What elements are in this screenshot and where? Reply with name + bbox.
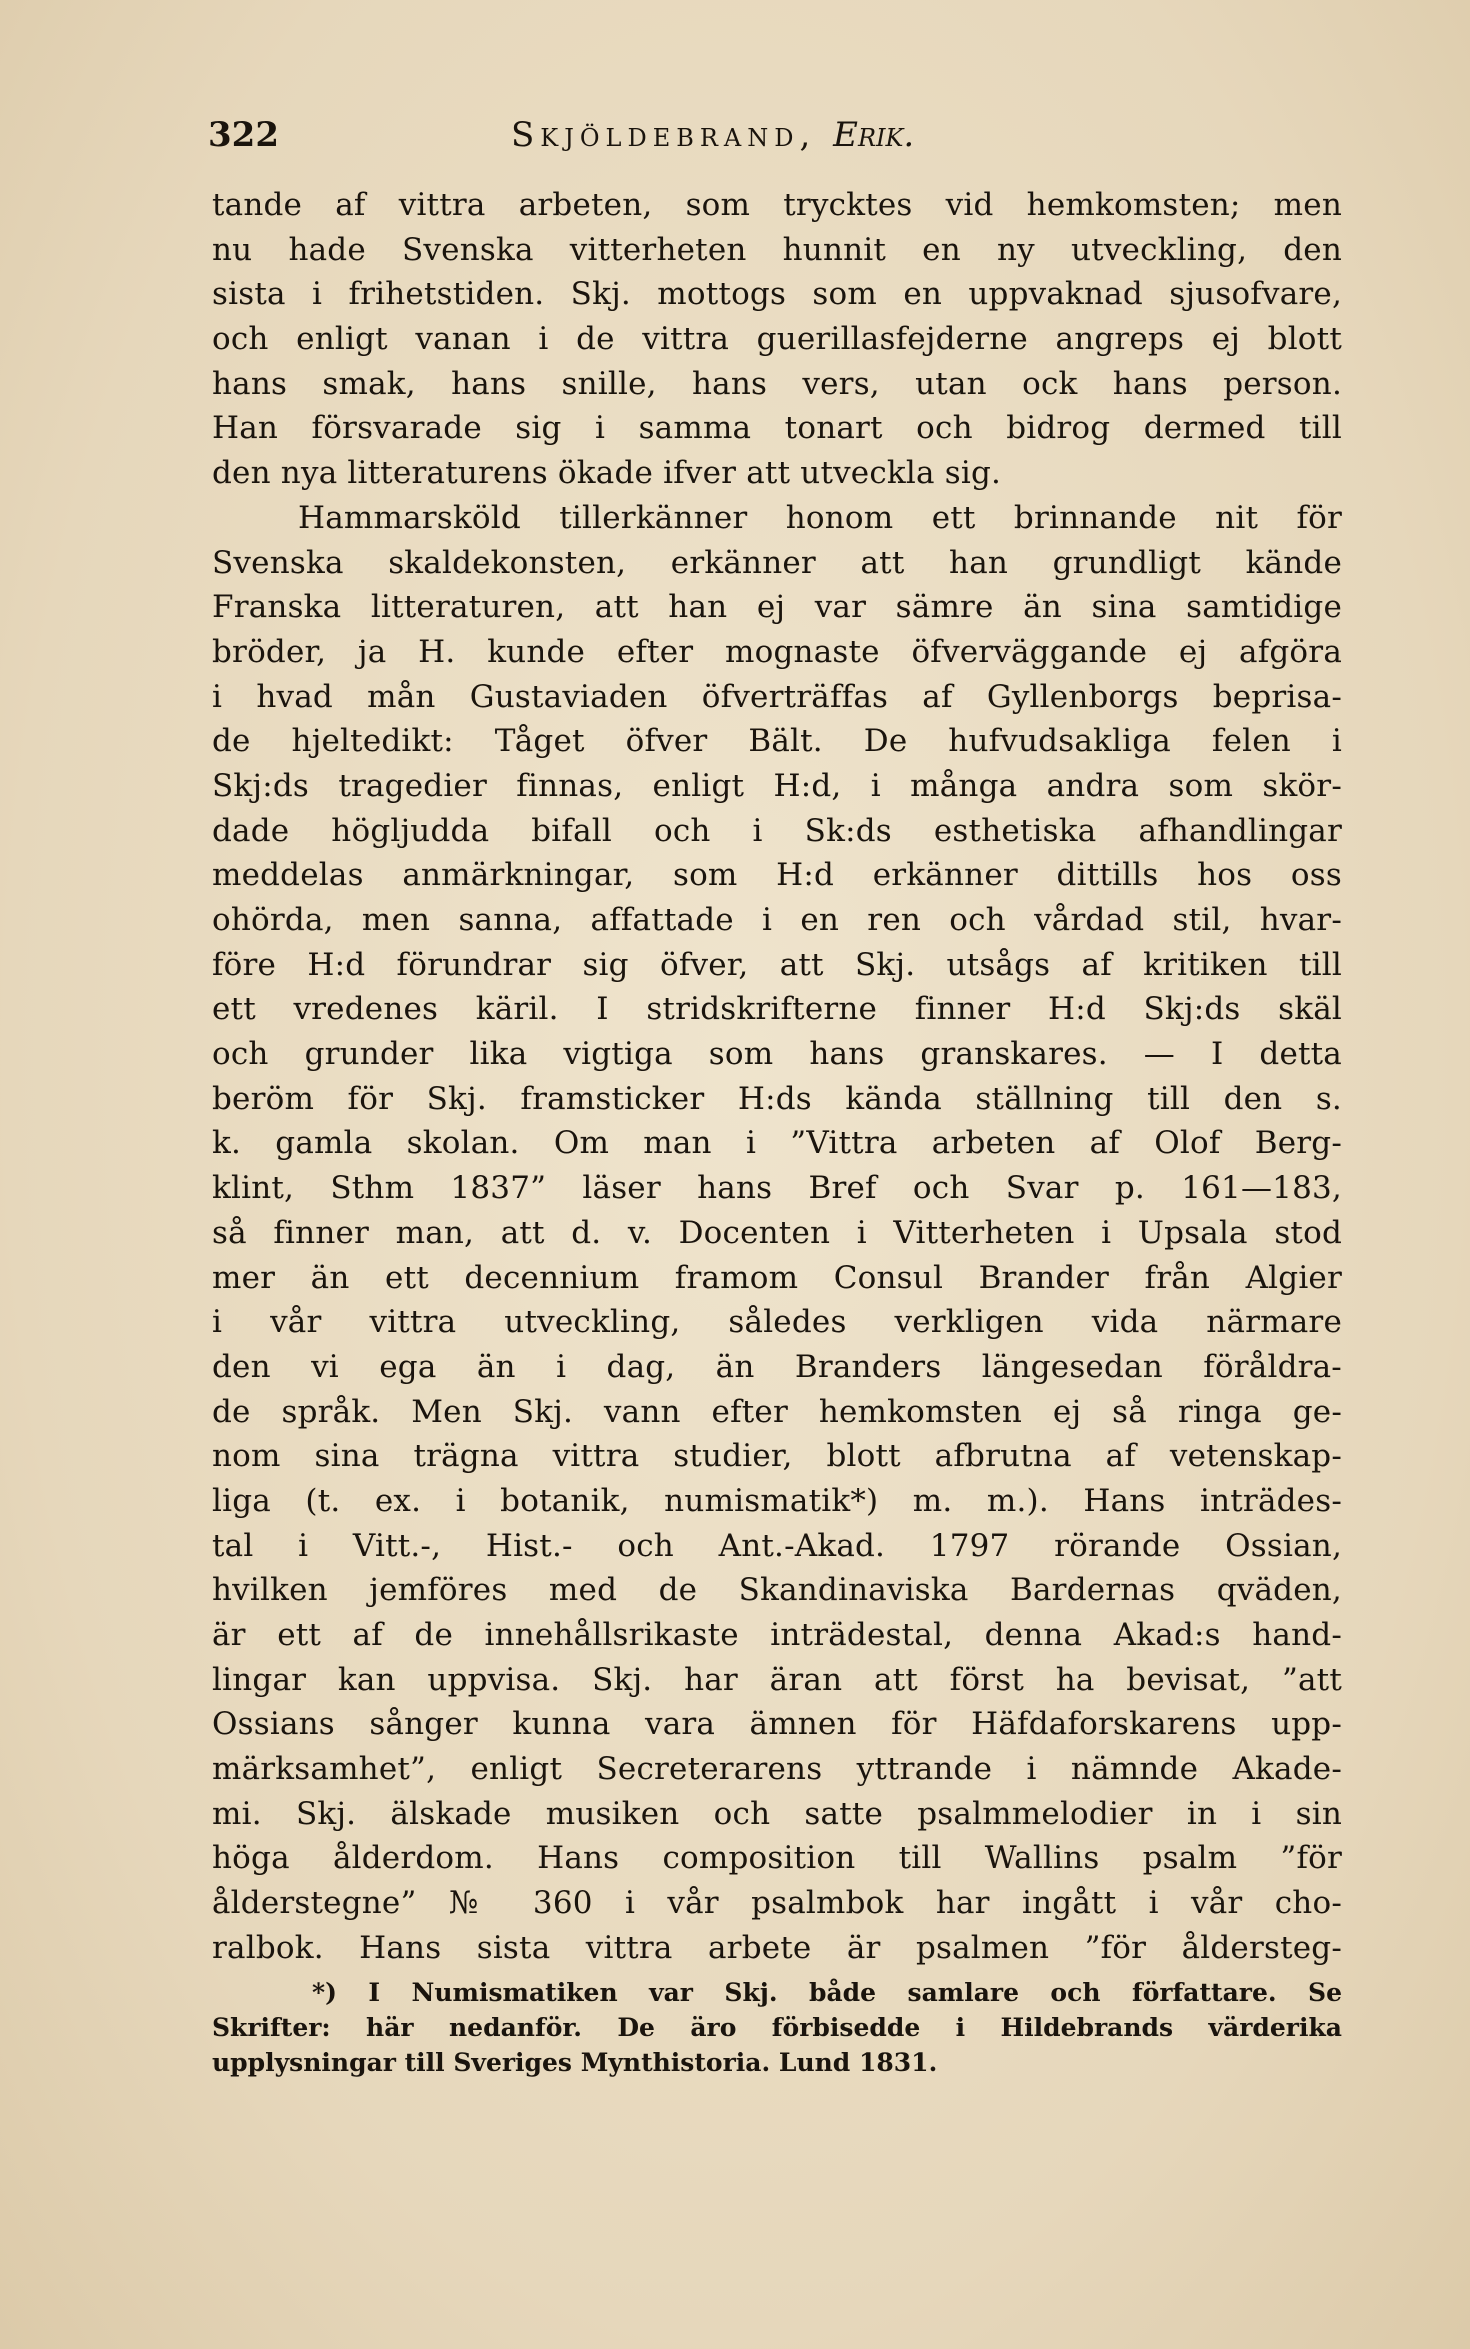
text-line: Hammarsköld tillerkänner honom ett brinnande nit för bbox=[298, 499, 1342, 536]
text-line: liga (t. ex. i botanik, numismatik*) m. m.). Hans inträdes- bbox=[212, 1482, 1342, 1519]
text-line: de hjeltedikt: Tåget öfver Bält. De hufvudsakliga felen i bbox=[212, 723, 1342, 760]
text-line: dade högljudda bifall och i Sk:ds esthetiska afhandlingar bbox=[212, 812, 1342, 849]
text-line: Han försvarade sig i samma tonart och bidrog dermed till bbox=[212, 410, 1342, 447]
footnote-line: Skrifter: här nedanför. De äro förbisedde i Hildebrands värderika bbox=[212, 2013, 1342, 2042]
running-title-name: Erik. bbox=[833, 115, 915, 155]
text-line: höga ålderdom. Hans composition till Wallins psalm ”för bbox=[212, 1840, 1342, 1877]
text-line: Ossians sånger kunna vara ämnen för Häfdaforskarens upp- bbox=[212, 1706, 1342, 1743]
running-header bbox=[208, 112, 1338, 158]
text-line: i vår vittra utveckling, således verkligen vida närmare bbox=[212, 1304, 1342, 1341]
text-line: i hvad mån Gustaviaden öfverträffas af Gyllenborgs beprisa- bbox=[212, 678, 1342, 715]
text-line: ohörda, men sanna, affattade i en ren och vårdad stil, hvar- bbox=[212, 902, 1342, 938]
text-line: mi. Skj. älskade musiken och satte psalmmelodier in i sin bbox=[212, 1795, 1342, 1832]
text-line: ålderstegne” № 360 i vår psalmbok har ingått i vår cho- bbox=[212, 1885, 1342, 1922]
body-text bbox=[212, 183, 1342, 1971]
running-title-surname: Skjöldebrand, bbox=[511, 115, 817, 155]
text-line: klint, Sthm 1837” läser hans Bref och Svar p. 161—183, bbox=[212, 1170, 1342, 1207]
text-line: mer än ett decennium framom Consul Brander från Algier bbox=[212, 1259, 1342, 1296]
text-line: Franska litteraturen, att han ej var sämre än sina samtidige bbox=[212, 589, 1342, 626]
text-line: hans smak, hans snille, hans vers, utan ock hans person. bbox=[212, 365, 1342, 402]
text-line: nu hade Svenska vitterheten hunnit en ny utveckling, den bbox=[212, 231, 1342, 268]
footnote-line: *) I Numismatiken var Skj. både samlare och författare. Se bbox=[312, 1978, 1342, 2007]
page-number: 322 bbox=[208, 115, 279, 155]
text-line: så finner man, att d. v. Docenten i Vitterheten i Upsala stod bbox=[212, 1214, 1342, 1251]
text-line: beröm för Skj. framsticker H:ds kända ställning till den s. bbox=[212, 1080, 1342, 1117]
text-line: lingar kan uppvisa. Skj. har äran att först ha bevisat, ”att bbox=[212, 1661, 1342, 1698]
text-line: hvilken jemföres med de Skandinaviska Bardernas qväden, bbox=[212, 1572, 1342, 1609]
text-line: tande af vittra arbeten, som trycktes vid hemkomsten; men bbox=[212, 187, 1342, 223]
text-line: den nya litteraturens ökade ifver att utveckla sig. bbox=[212, 455, 1002, 492]
text-line: sista i frihetstiden. Skj. mottogs som en uppvaknad sjusofvare, bbox=[212, 276, 1342, 313]
text-line: de språk. Men Skj. vann efter hemkomsten ej så ringa ge- bbox=[212, 1393, 1342, 1430]
text-line: bröder, ja H. kunde efter mognaste öfverväggande ej afgöra bbox=[212, 633, 1342, 670]
text-line: Svenska skaldekonsten, erkänner att han grundligt kände bbox=[212, 544, 1342, 581]
text-line: före H:d förundrar sig öfver, att Skj. utsågs af kritiken till bbox=[212, 946, 1342, 983]
text-line: märksamhet”, enligt Secreterarens yttrande i nämnde Akade- bbox=[212, 1751, 1342, 1788]
running-title bbox=[511, 112, 914, 158]
text-line: k. gamla skolan. Om man i ”Vittra arbeten af Olof Berg- bbox=[212, 1125, 1342, 1162]
text-line: meddelas anmärkningar, som H:d erkänner dittills hos oss bbox=[212, 857, 1342, 894]
text-line: tal i Vitt.-, Hist.- och Ant.-Akad. 1797 rörande Ossian, bbox=[212, 1527, 1342, 1564]
footnote bbox=[212, 1975, 1342, 2080]
text-line: ett vredenes käril. I stridskrifterne finner H:d Skj:ds skäl bbox=[212, 991, 1342, 1028]
text-line: den vi ega än i dag, än Branders längesedan föråldra- bbox=[212, 1348, 1342, 1385]
text-line: är ett af de innehållsrikaste inträdestal, denna Akad:s hand- bbox=[212, 1617, 1342, 1653]
text-line: och enligt vanan i de vittra guerillasfejderne angreps ej blott bbox=[212, 321, 1342, 358]
text-line: Skj:ds tragedier finnas, enligt H:d, i många andra som skör- bbox=[212, 767, 1342, 804]
text-line: ralbok. Hans sista vittra arbete är psalmen ”för åldersteg- bbox=[212, 1929, 1342, 1966]
footnote-line: upplysningar till Sveriges Mynthistoria. Lund 1831. bbox=[212, 2048, 938, 2077]
text-line: och grunder lika vigtiga som hans granskares. — I detta bbox=[212, 1036, 1342, 1073]
text-line: nom sina trägna vittra studier, blott afbrutna af vetenskap- bbox=[212, 1438, 1342, 1475]
